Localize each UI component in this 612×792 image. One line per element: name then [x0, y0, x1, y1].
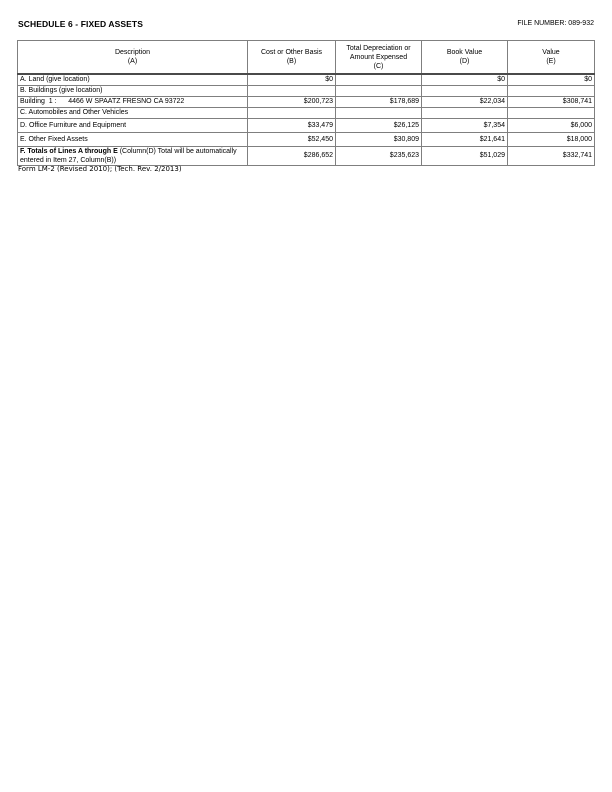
table-header [18, 41, 595, 75]
column-header-label: Book Value [446, 49, 483, 56]
cell-total-depreciation: $30,809 [336, 132, 422, 146]
cell-description: Building 1 : 4466 W SPAATZ FRESNO CA 93722 [18, 96, 248, 107]
cell-value: $0 [508, 74, 595, 85]
cell-total-depreciation: $235,623 [336, 146, 422, 165]
column-header-sub: (E) [546, 58, 556, 65]
cell-cost-or-other-basis: $52,450 [248, 132, 336, 146]
column-header-b [248, 41, 336, 75]
column-header-a [18, 41, 248, 75]
table-row [18, 96, 595, 107]
cell-cost-or-other-basis: $286,652 [248, 146, 336, 165]
column-header-label: Total Depreciation or Amount Expensed [346, 44, 411, 61]
cell-description: C. Automobiles and Other Vehicles [18, 107, 248, 118]
page-title: SCHEDULE 6 - FIXED ASSETS [18, 19, 143, 29]
column-header-sub: (D) [459, 58, 470, 65]
column-header-sub: (B) [286, 58, 297, 65]
table-row [18, 118, 595, 132]
cell-value: $18,000 [508, 132, 595, 146]
cell-cost-or-other-basis: $200,723 [248, 96, 336, 107]
cell-description: D. Office Furniture and Equipment [18, 118, 248, 132]
file-number: FILE NUMBER: 089-932 [517, 20, 594, 27]
cell-book-value: $51,029 [422, 146, 508, 165]
cell-book-value: $21,641 [422, 132, 508, 146]
cell-description [18, 146, 248, 165]
cell-value: $332,741 [508, 146, 595, 165]
table-row [18, 107, 595, 118]
cell-total-depreciation: $178,689 [336, 96, 422, 107]
cell-description: A. Land (give location) [18, 74, 248, 85]
row-label-bold: F. Totals of Lines A through E [20, 147, 118, 155]
column-header-label: Value [542, 49, 560, 56]
cell-value: $308,741 [508, 96, 595, 107]
cell-cost-or-other-basis: $33,479 [248, 118, 336, 132]
column-header-sub: (A) [127, 58, 138, 65]
column-header-d [422, 41, 508, 75]
cell-value [508, 85, 595, 96]
cell-description: E. Other Fixed Assets [18, 132, 248, 146]
cell-total-depreciation [336, 85, 422, 96]
row-label-rest: (Column(D) Total will be automatically entered in Item 27, Column(B)) [20, 147, 239, 164]
cell-total-depreciation [336, 74, 422, 85]
table-row [18, 85, 595, 96]
cell-cost-or-other-basis [248, 107, 336, 118]
cell-total-depreciation [336, 107, 422, 118]
column-header-label: Cost or Other Basis [260, 49, 323, 56]
cell-book-value: $22,034 [422, 96, 508, 107]
cell-value: $6,000 [508, 118, 595, 132]
table-row [18, 132, 595, 146]
cell-book-value: $0 [422, 74, 508, 85]
table-row [18, 146, 595, 165]
table-row [18, 74, 595, 85]
form-footer: Form LM-2 (Revised 2010); (Tech. Rev. 2/2013) [18, 165, 182, 173]
column-header-c [336, 41, 422, 75]
cell-value [508, 107, 595, 118]
cell-book-value [422, 107, 508, 118]
cell-book-value: $7,354 [422, 118, 508, 132]
cell-cost-or-other-basis [248, 85, 336, 96]
cell-cost-or-other-basis: $0 [248, 74, 336, 85]
cell-total-depreciation: $26,125 [336, 118, 422, 132]
column-header-e [508, 41, 595, 75]
column-header-label: Description [114, 49, 150, 56]
fixed-assets-table [17, 40, 595, 166]
column-header-sub: (C) [373, 62, 384, 70]
cell-book-value [422, 85, 508, 96]
cell-description: B. Buildings (give location) [18, 85, 248, 96]
